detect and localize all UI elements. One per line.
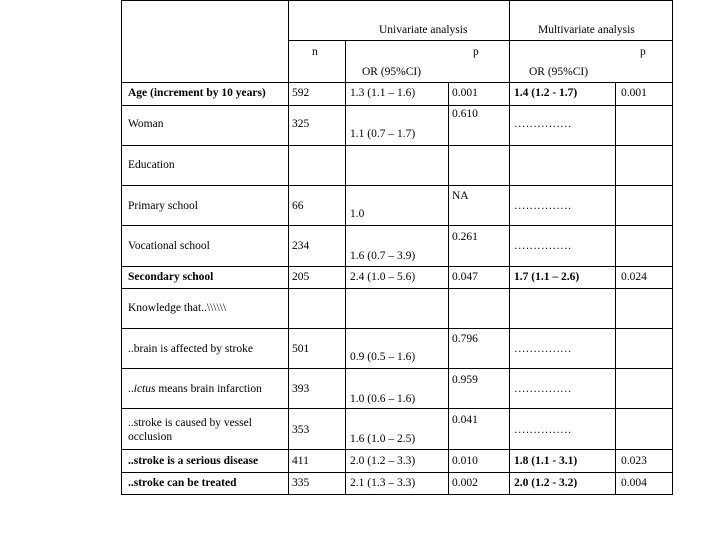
p-multi-serious: 0.023 bbox=[621, 455, 647, 467]
header-n: n bbox=[312, 46, 318, 58]
or-multi-secondary: 1.7 (1.1 – 2.6) bbox=[514, 271, 580, 283]
n-age: 592 bbox=[292, 87, 310, 99]
table-border-right bbox=[672, 0, 673, 494]
p-uni-primary: NA bbox=[452, 190, 469, 202]
row-divider bbox=[121, 266, 673, 267]
p-multi-secondary: 0.024 bbox=[621, 271, 647, 283]
row-divider bbox=[121, 288, 673, 289]
n-secondary: 205 bbox=[292, 271, 310, 283]
or-uni-age: 1.3 (1.1 – 1.6) bbox=[350, 87, 416, 99]
or-multi-vocational: …………… bbox=[514, 240, 572, 252]
table-border-bottom bbox=[121, 494, 673, 495]
n-vessel: 353 bbox=[292, 424, 310, 436]
or-uni-woman: 1.1 (0.7 – 1.7) bbox=[350, 128, 416, 140]
or-uni-ictus: 1.0 (0.6 – 1.6) bbox=[350, 393, 416, 405]
p-uni-secondary: 0.047 bbox=[452, 271, 478, 283]
header-or-uni: OR (95%CI) bbox=[362, 66, 422, 78]
or-uni-secondary: 2.4 (1.0 – 5.6) bbox=[350, 271, 416, 283]
row-label-woman: Woman bbox=[128, 118, 164, 130]
or-multi-brain: …………… bbox=[514, 343, 572, 355]
table-border-left bbox=[121, 0, 122, 494]
header-p-uni: p bbox=[473, 46, 479, 58]
row-label-serious: ..stroke is a serious disease bbox=[128, 455, 259, 467]
or-multi-vessel: …………… bbox=[514, 424, 572, 436]
n-treated: 335 bbox=[292, 477, 310, 489]
n-woman: 325 bbox=[292, 118, 310, 130]
ictus-term: ictus bbox=[133, 383, 156, 395]
or-uni-primary: 1.0 bbox=[350, 208, 365, 220]
p-multi-age: 0.001 bbox=[621, 87, 647, 99]
or-uni-treated: 2.1 (1.3 – 3.3) bbox=[350, 477, 416, 489]
row-divider bbox=[121, 368, 673, 369]
table-border-top bbox=[121, 0, 673, 1]
n-primary: 66 bbox=[292, 200, 304, 212]
or-uni-serious: 2.0 (1.2 – 3.3) bbox=[350, 455, 416, 467]
row-label-vessel-1: ..stroke is caused by vessel bbox=[128, 417, 252, 429]
n-serious: 411 bbox=[292, 455, 309, 467]
row-label-ictus: ..ictus means brain infarction bbox=[128, 383, 262, 395]
or-uni-brain: 0.9 (0.5 – 1.6) bbox=[350, 351, 416, 363]
p-uni-brain: 0.796 bbox=[452, 333, 478, 345]
header-multivariate: Multivariate analysis bbox=[538, 24, 635, 36]
row-divider bbox=[121, 328, 673, 329]
p-uni-vessel: 0.041 bbox=[452, 414, 478, 426]
row-label-primary: Primary school bbox=[128, 200, 198, 212]
col-divider-n bbox=[288, 0, 289, 494]
n-brain: 501 bbox=[292, 343, 310, 355]
row-divider bbox=[121, 225, 673, 226]
p-uni-serious: 0.010 bbox=[452, 455, 478, 467]
row-divider bbox=[121, 145, 673, 146]
n-vocational: 234 bbox=[292, 240, 310, 252]
col-divider-or-uni bbox=[345, 40, 346, 494]
row-divider bbox=[121, 185, 673, 186]
or-multi-serious: 1.8 (1.1 - 3.1) bbox=[514, 455, 578, 467]
n-ictus: 393 bbox=[292, 383, 310, 395]
row-divider bbox=[121, 82, 673, 83]
p-uni-age: 0.001 bbox=[452, 87, 478, 99]
col-divider-multi bbox=[509, 0, 510, 494]
row-label-treated: ..stroke can be treated bbox=[128, 477, 237, 489]
row-divider bbox=[121, 449, 673, 450]
p-uni-woman: 0.610 bbox=[452, 108, 478, 120]
or-multi-treated: 2.0 (1.2 - 3.2) bbox=[514, 477, 578, 489]
or-multi-ictus: …………… bbox=[514, 383, 572, 395]
p-uni-treated: 0.002 bbox=[452, 477, 478, 489]
row-label-age: Age (increment by 10 years) bbox=[128, 87, 266, 99]
header-p-multi: p bbox=[640, 46, 646, 58]
p-uni-ictus: 0.959 bbox=[452, 374, 478, 386]
row-label-vessel-2: occlusion bbox=[128, 431, 173, 443]
or-multi-woman: …………… bbox=[514, 118, 572, 130]
col-divider-p-uni bbox=[448, 82, 449, 494]
row-label-knowledge: Knowledge that..\\\\\\ bbox=[128, 302, 227, 314]
row-divider bbox=[121, 472, 673, 473]
header-univariate: Univariate analysis bbox=[379, 24, 468, 36]
or-uni-vocational: 1.6 (0.7 – 3.9) bbox=[350, 250, 416, 262]
header-or-multi: OR (95%CI) bbox=[529, 66, 589, 78]
p-uni-vocational: 0.261 bbox=[452, 231, 478, 243]
p-multi-treated: 0.004 bbox=[621, 477, 647, 489]
or-uni-vessel: 1.6 (1.0 – 2.5) bbox=[350, 433, 416, 445]
row-label-secondary: Secondary school bbox=[128, 271, 214, 283]
row-divider bbox=[121, 408, 673, 409]
row-label-brain: ..brain is affected by stroke bbox=[128, 343, 253, 355]
row-label-vocational: Vocational school bbox=[128, 240, 210, 252]
or-multi-age: 1.4 (1.2 - 1.7) bbox=[514, 87, 578, 99]
row-label-education: Education bbox=[128, 159, 175, 171]
row-divider bbox=[121, 105, 673, 106]
or-multi-primary: …………… bbox=[514, 200, 572, 212]
col-divider-p-multi bbox=[615, 82, 616, 494]
